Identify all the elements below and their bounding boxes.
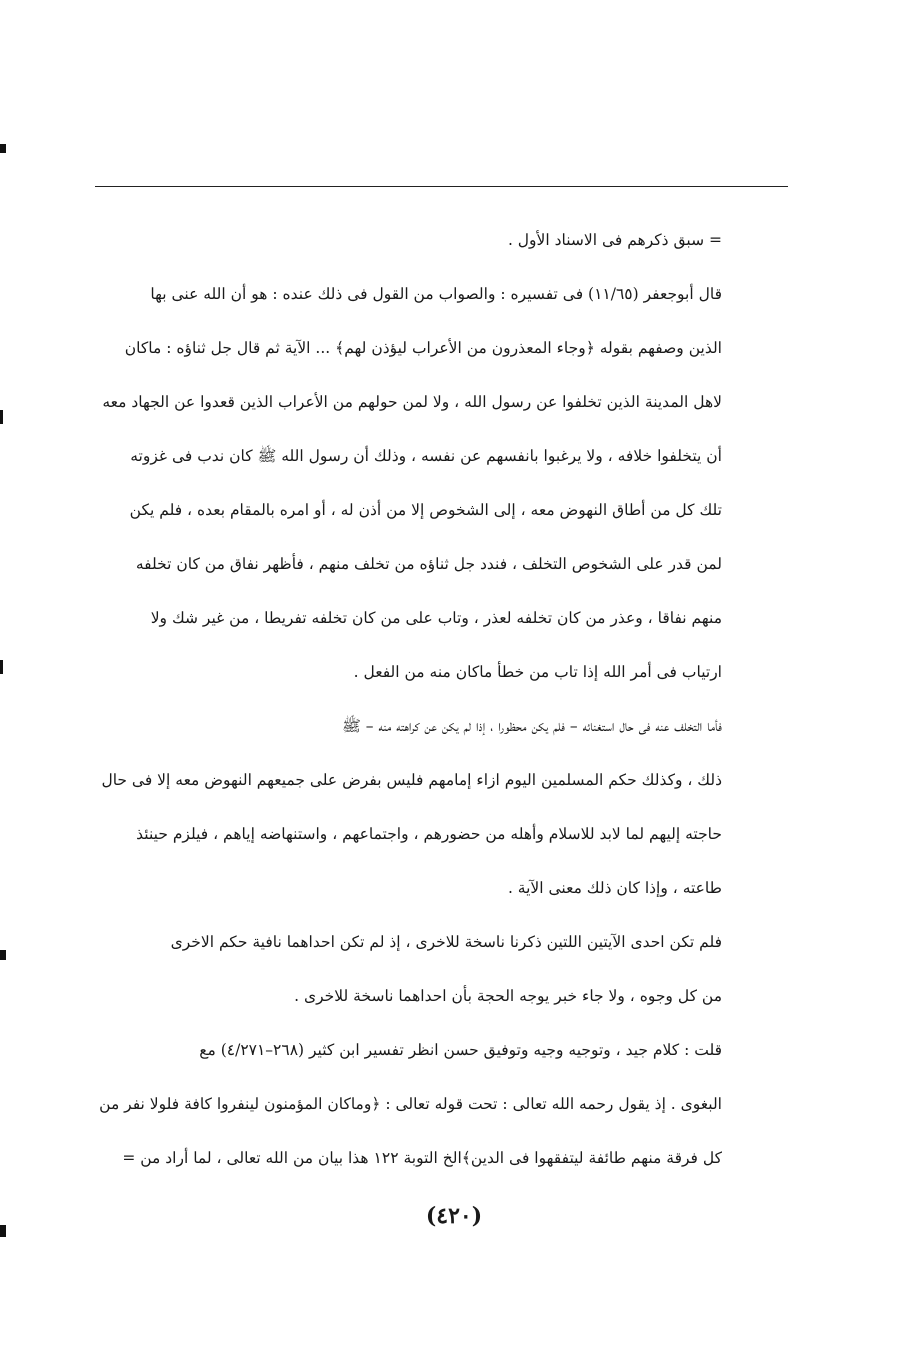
- text-line: حاجته إليهم لما لابد للاسلام وأهله من حضورهم ، واجتماعهم ، واستنهاضه إياهم ، فيلزم حينئذ: [136, 825, 722, 843]
- page-number: (٤٢٠): [425, 1203, 483, 1229]
- text-line: قال أبوجعفر (١١/٦٥) فى تفسيره : والصواب من القول فى ذلك عنده : هو أن الله عنى بها: [150, 285, 722, 303]
- text-line: كل فرقة منهم طائفة ليتفقهوا فى الدين﴾الخ التوبة ١٢٢ هذا بيان من الله تعالى ، لما أراد من =: [122, 1149, 722, 1167]
- text-line: من كل وجوه ، ولا جاء خبر يوجه الحجة بأن احداهما ناسخة للاخرى .: [294, 987, 722, 1005]
- scan-edge-mark: [0, 410, 3, 424]
- text-line: طاعته ، وإذا كان ذلك معنى الآية .: [507, 879, 722, 897]
- scan-edge-mark: [0, 144, 6, 153]
- text-line: = سبق ذكرهم فى الاسناد الأول .: [507, 231, 722, 249]
- text-line: فلم تكن احدى الآيتين اللتين ذكرنا ناسخة للاخرى ، إذ لم تكن احداهما نافية حكم الاخرى: [170, 933, 722, 951]
- text-line: أن يتخلفوا خلافه ، ولا يرغبوا بانفسهم عن نفسه ، وذلك أن رسول الله ﷺ كان ندب فى غزوته: [130, 447, 722, 465]
- text-line: ارتياب فى أمر الله إذا تاب من خطأ ماكان منه من الفعل .: [353, 663, 722, 681]
- scan-edge-mark: [0, 950, 6, 960]
- text-line: تلك كل من أطاق النهوض معه ، إلى الشخوص إلا من أذن له ، أو امره بالمقام بعده ، فلم يكن: [129, 501, 722, 519]
- text-line: لمن قدر على الشخوص التخلف ، فندد جل ثناؤه من تخلف منهم ، فأظهر نفاق من كان تخلفه: [135, 555, 722, 573]
- text-line: لاهل المدينة الذين تخلفوا عن رسول الله ، ولا لمن حولهم من الأعراب الذين قعدوا عن الجهاد معه: [102, 393, 722, 411]
- footnote-separator-rule: [95, 186, 788, 187]
- text-line: الذين وصفهم بقوله ﴿وجاء المعذرون من الأعراب ليؤذن لهم﴾ ... الآية ثم قال جل ثناؤه : ماكان: [124, 339, 722, 357]
- text-line: فأما التخلف عنه فى حال استغنائه – فلم يكن محظورا ، إذا لم يكن عن كراهته منه – ﷺ: [342, 717, 722, 735]
- text-line: ذلك ، وكذلك حكم المسلمين اليوم ازاء إمامهم فليس بفرض على جميعهم النهوض معه إلا فى حال: [101, 771, 722, 789]
- text-line: قلت : كلام جيد ، وتوجيه وجيه وتوفيق حسن انظر تفسير ابن كثير (٢٦٨–٤/٢٧١) مع: [199, 1041, 722, 1059]
- text-line: البغوى . إذ يقول رحمه الله تعالى : تحت قوله تعالى : ﴿وماكان المؤمنون لينفروا كافة فلولا نفر من: [99, 1095, 722, 1113]
- text-line: منهم نفاقا ، وعذر من كان تخلفه لعذر ، وتاب على من كان تخلفه تفريطا ، من غير شك ولا: [150, 609, 722, 627]
- scan-edge-mark: [0, 660, 3, 674]
- footnote-text: [96, 213, 722, 1185]
